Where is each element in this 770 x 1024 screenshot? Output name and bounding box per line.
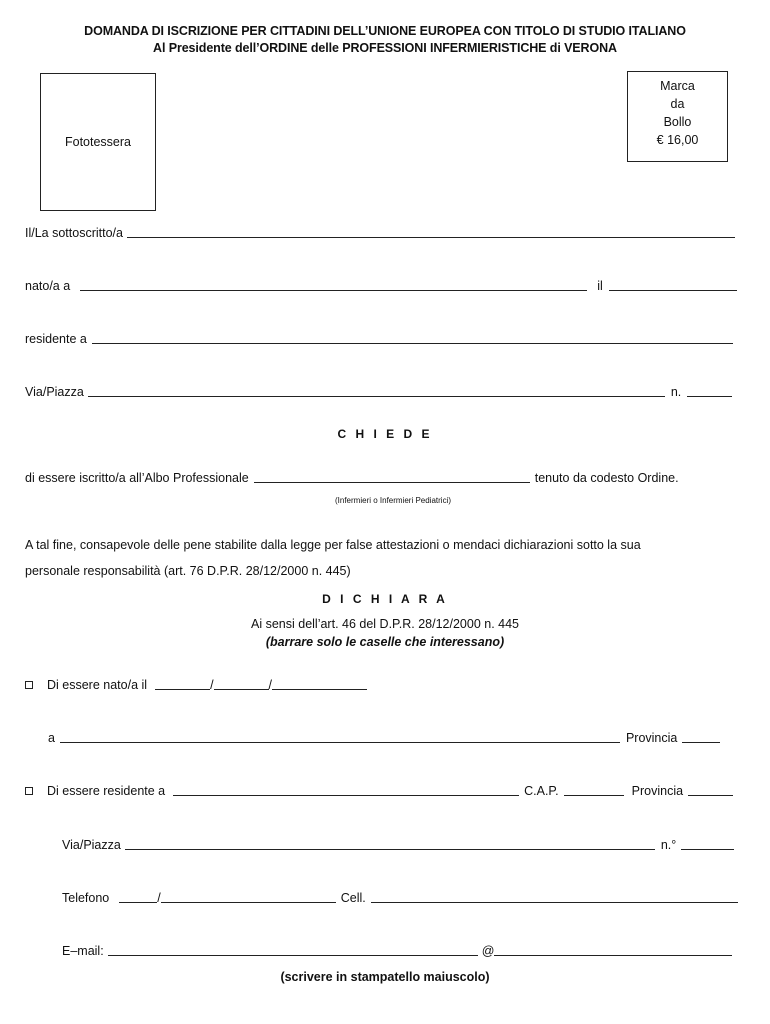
heading-dichiara: D I C H I A R A <box>322 592 448 606</box>
label-via-piazza: Via/Piazza <box>25 385 84 399</box>
photo-box-label: Fototessera <box>64 135 131 149</box>
input-numero-civico-2[interactable] <box>681 849 734 850</box>
input-prefisso[interactable] <box>119 902 157 903</box>
heading-chiede: C H I E D E <box>337 427 433 441</box>
input-email-domain[interactable] <box>494 955 732 956</box>
revenue-stamp-box <box>627 71 728 162</box>
form-title: DOMANDA DI ISCRIZIONE PER CITTADINI DELL’UNIONE EUROPEA CON TITOLO DI STUDIO ITALIANO <box>84 24 686 38</box>
checkbox-nascita[interactable] <box>25 681 33 689</box>
label-albo-suffix: tenuto da codesto Ordine. <box>534 471 679 485</box>
input-numero-civico[interactable] <box>687 396 732 397</box>
input-via[interactable] <box>88 396 665 397</box>
row-telefono <box>62 891 738 905</box>
row-residenza <box>25 332 733 346</box>
input-comune-nascita[interactable] <box>60 742 620 743</box>
row-email <box>62 944 732 958</box>
label-telefono: Telefono <box>62 891 110 905</box>
dichiara-subtitle: Ai sensi dell’art. 46 del D.P.R. 28/12/2000 n. 445 <box>251 617 519 631</box>
label-nato-a: nato/a a <box>25 279 71 293</box>
input-via-2[interactable] <box>125 849 655 850</box>
label-email: E–mail: <box>62 944 104 958</box>
input-anno[interactable] <box>272 689 367 690</box>
label-via-piazza-2: Via/Piazza <box>62 838 121 852</box>
row-albo <box>25 471 735 485</box>
photo-box <box>40 73 156 211</box>
input-residenza[interactable] <box>92 343 733 344</box>
dichiarazione-line-1: A tal fine, consapevole delle pene stabilite dalla legge per false attestazioni o mendaci dichiarazioni sotto la sua <box>25 538 641 552</box>
row-check-indirizzo <box>62 838 734 852</box>
label-provincia-2: Provincia <box>631 784 684 798</box>
stamp-line-3: Bollo <box>663 115 692 129</box>
label-residente: Di essere residente a <box>47 784 166 798</box>
label-a: a <box>48 731 55 745</box>
checkbox-residenza[interactable] <box>25 787 33 795</box>
row-check-nascita <box>25 678 395 692</box>
input-data-nascita[interactable] <box>609 290 737 291</box>
label-il: il <box>597 279 603 293</box>
stamp-line-2: da <box>670 97 685 111</box>
label-sottoscritto: Il/La sottoscritto/a <box>25 226 123 240</box>
input-provincia-nascita[interactable] <box>682 742 720 743</box>
slash-tel: / <box>157 891 161 905</box>
form-recipient: Al Presidente dell’ORDINE delle PROFESSIONI INFERMIERISTICHE di VERONA <box>153 41 617 55</box>
slash-2: / <box>268 678 273 692</box>
label-residente-a: residente a <box>25 332 87 346</box>
input-comune-residenza[interactable] <box>173 795 519 796</box>
input-email-user[interactable] <box>108 955 478 956</box>
row-nascita <box>25 279 737 293</box>
input-sottoscritto[interactable] <box>127 237 735 238</box>
input-albo[interactable] <box>254 482 530 483</box>
row-luogo-nascita-2 <box>48 731 720 745</box>
label-cap: C.A.P. <box>524 784 559 798</box>
input-telefono[interactable] <box>161 902 336 903</box>
dichiarazione-line-2: personale responsabilità (art. 76 D.P.R. 28/12/2000 n. 445) <box>25 564 351 578</box>
stamp-line-1: Marca <box>660 79 695 93</box>
input-cellulare[interactable] <box>371 902 738 903</box>
row-sottoscritto <box>25 226 735 240</box>
slash-1: / <box>210 678 214 692</box>
label-at: @ <box>481 944 495 958</box>
dichiara-instruction: (barrare solo le caselle che interessano) <box>265 635 505 649</box>
label-cell: Cell. <box>340 891 366 905</box>
input-provincia-residenza[interactable] <box>688 795 733 796</box>
label-albo-prefix: di essere iscritto/a all’Albo Professionale <box>25 471 249 485</box>
row-check-residenza <box>25 784 733 798</box>
input-giorno[interactable] <box>155 689 210 690</box>
input-mese[interactable] <box>214 689 269 690</box>
stamp-amount: € 16,00 <box>656 133 699 147</box>
albo-note: (Infermieri o Infermieri Pediatrici) <box>335 496 452 505</box>
label-nato-il: Di essere nato/a il <box>47 678 148 692</box>
input-luogo-nascita[interactable] <box>80 290 587 291</box>
label-provincia-1: Provincia <box>625 731 678 745</box>
label-numero: n. <box>670 385 682 399</box>
input-cap[interactable] <box>564 795 624 796</box>
row-indirizzo <box>25 385 732 399</box>
label-numero-2: n.° <box>660 838 677 852</box>
footer-note: (scrivere in stampatello maiuscolo) <box>280 970 490 984</box>
